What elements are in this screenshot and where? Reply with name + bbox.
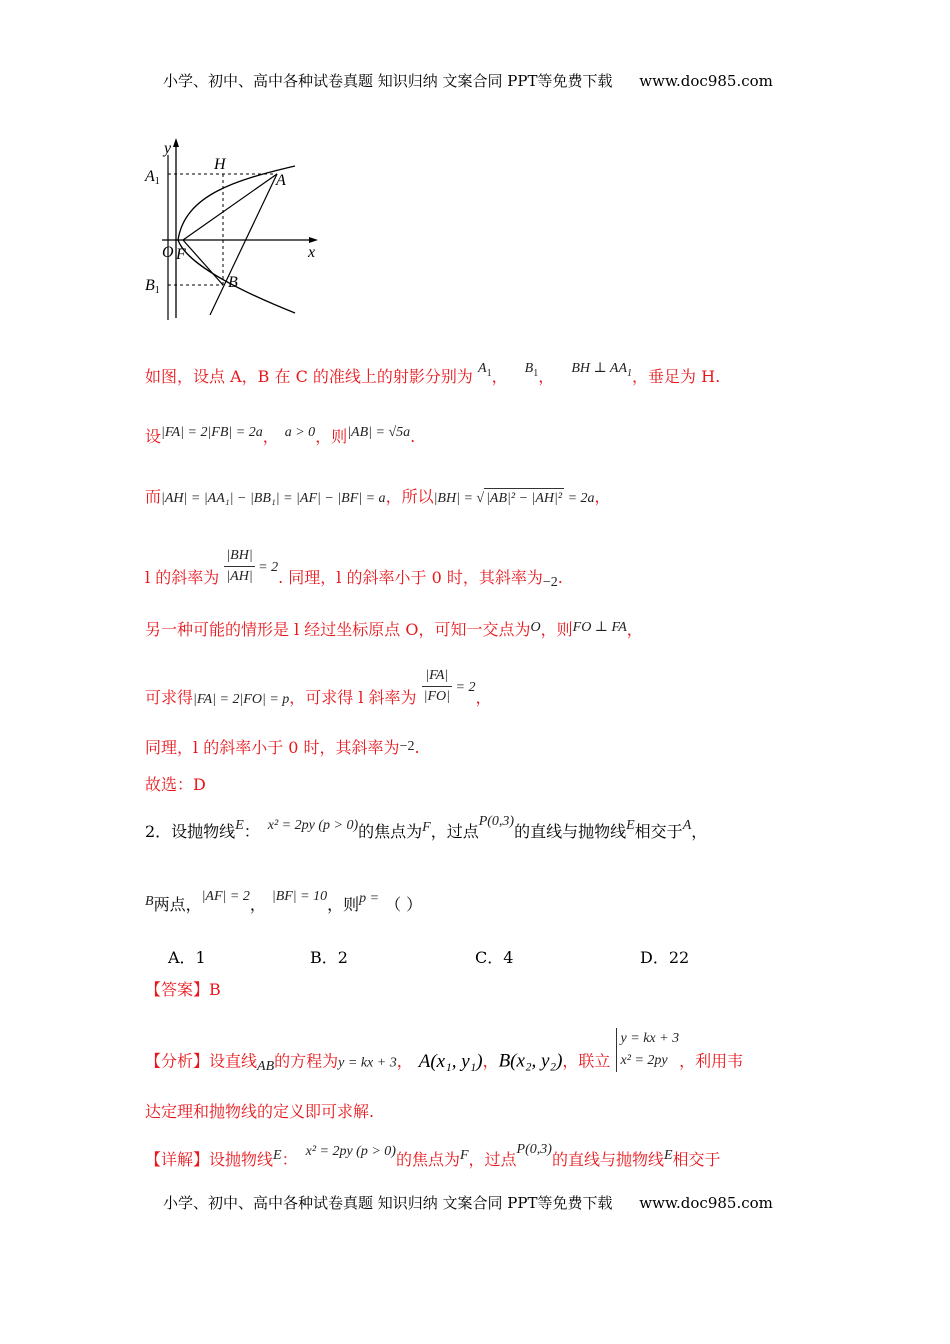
answer-line: 【答案】B <box>145 980 221 999</box>
line-FB <box>183 240 223 285</box>
solution-line-4: l 的斜率为 $\frac{|BH|}{|AH|}$ = 2. 同理，l 的斜率小于 0 时，其斜率为−2. <box>145 548 563 590</box>
parabola-figure <box>140 135 330 325</box>
page-footer <box>163 1192 773 1213</box>
solution-line-2: 设|FA| = 2|FB| = 2a， a > 0，则|AB| = √5a. <box>145 425 416 446</box>
page-header <box>163 70 773 91</box>
label-F: F <box>176 246 186 263</box>
analysis-line-1: 【分析】设直线AB的方程为y = kx + 3， A(x₁, y₁)，B(x₂, y₂)，联立 y = kx + 3 x² = 2py ，利用韦 <box>145 1040 743 1084</box>
option-a[interactable]: A．1 <box>168 948 206 967</box>
solution-line-1: 如图，设点 A，B 在 C 的准线上的射影分别为 $A_1$， $B_1$， BH ⊥ $AA_1$，垂足为 H. <box>145 361 721 386</box>
solution-line-3: 而|AH| = |AA₁| − |BB₁| = |AF| − |BF| = a，所以|BH| = √ |AB|² − |AH|² = 2a， <box>145 487 611 509</box>
solution-line-7: 同理，l 的斜率小于 0 时，其斜率为−2. <box>145 738 420 757</box>
label-y: y <box>164 140 172 157</box>
label-O: O <box>162 244 174 261</box>
analysis-line-2: 达定理和抛物线的定义即可求解. <box>145 1102 375 1121</box>
footer-url[interactable]: www.doc985.com <box>639 1194 773 1212</box>
label-B: B <box>228 274 238 291</box>
solution-line-6: 可求得|FA| = 2|FO| = p，可求得 l 斜率为 $\frac{|FA|}{|FO|}$ = 2， <box>145 668 492 707</box>
question2-line-1: 2．设抛物线E： x² = 2py (p > 0)的焦点为F，过点P(0,3)的直线与抛物线E相交于A， <box>145 814 708 841</box>
label-x: x <box>308 244 316 261</box>
option-b[interactable]: B．2 <box>310 948 348 967</box>
line-AB <box>210 174 277 315</box>
x-axis-arrow <box>309 237 318 243</box>
header-text: 小学、初中、高中各种试卷真题 知识归纳 文案合同 PPT等免费下载 <box>163 72 613 90</box>
y-axis-arrow <box>173 138 179 147</box>
question2-line-2: B两点，|AF| = 2， |BF| = 10，则p = （ ） <box>145 889 423 914</box>
solution-line-5: 另一种可能的情形是 l 经过坐标原点 O，可知一交点为O，则FO ⊥ FA， <box>145 620 643 639</box>
label-B1: B1 <box>145 277 160 296</box>
header-url[interactable]: www.doc985.com <box>639 72 773 90</box>
solution-line-8: 故选：D <box>145 775 206 794</box>
label-H: H <box>214 156 226 173</box>
detail-line-1: 【详解】设抛物线E： x² = 2py (p > 0)的焦点为F，过点P(0,3)的直线与抛物线E相交于 <box>145 1142 721 1169</box>
line-FA <box>183 174 277 240</box>
option-d[interactable]: D．22 <box>640 948 690 967</box>
option-c[interactable]: C．4 <box>475 948 514 967</box>
footer-text: 小学、初中、高中各种试卷真题 知识归纳 文案合同 PPT等免费下载 <box>163 1194 613 1212</box>
label-A: A <box>276 172 286 189</box>
label-A1: A1 <box>145 168 160 187</box>
